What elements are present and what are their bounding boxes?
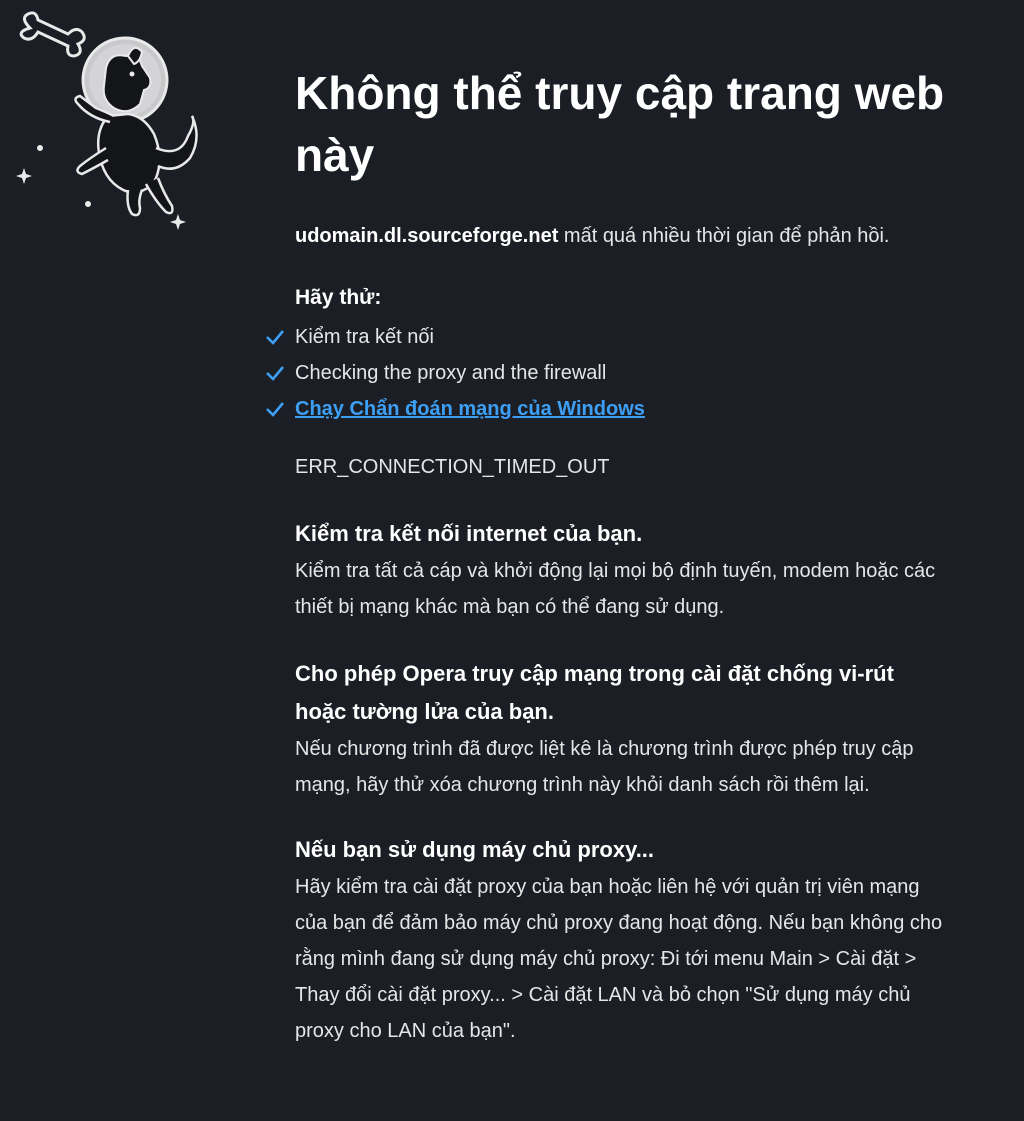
suggestion-check-proxy-firewall	[295, 355, 950, 391]
suggestion-windows-diagnostics	[295, 391, 950, 427]
windows-diagnostics-link[interactable]: Chạy Chẩn đoán mạng của Windows	[295, 398, 645, 420]
section-body: Hãy kiểm tra cài đặt proxy của bạn hoặc liên hệ với quản trị viên mạng của bạn để đảm bảo máy chủ proxy đang hoạt động. Nếu bạn không cho rằng mình đang sử dụng máy chủ proxy: Đi tới menu Main > Cài đặt > Thay đổi cài đặt proxy... > Cài đặt LAN và bỏ chọn "Sử dụng máy chủ proxy cho LAN của bạn".	[295, 876, 943, 1042]
suggestion-label: Kiểm tra kết nối	[295, 326, 434, 348]
error-code: ERR_CONNECTION_TIMED_OUT	[295, 456, 610, 478]
summary-message: mất quá nhiều thời gian để phản hồi.	[558, 225, 890, 247]
checkmark-icon	[265, 400, 285, 418]
checkmark-icon	[265, 364, 285, 382]
section-body: Kiểm tra tất cả cáp và khởi động lại mọi bộ định tuyến, modem hoặc các thiết bị mạng khác mà bạn có thể đang sử dụng.	[295, 560, 936, 618]
main-content	[295, 62, 950, 1049]
suggestion-list	[295, 319, 950, 427]
space-dog-icon	[10, 8, 210, 233]
host-name: udomain.dl.sourceforge.net	[295, 225, 559, 247]
section-body: Nếu chương trình đã được liệt kê là chương trình được phép truy cập mạng, hãy thử xóa chương trình này khỏi danh sách rồi thêm lại.	[295, 738, 914, 796]
section-heading: Nếu bạn sử dụng máy chủ proxy...	[295, 837, 655, 862]
section-heading: Kiểm tra kết nối internet của bạn.	[295, 521, 643, 546]
page-title: Không thể truy cập trang web này	[295, 67, 945, 181]
section-check-internet	[295, 515, 950, 625]
section-proxy-server	[295, 831, 950, 1049]
try-heading: Hãy thử:	[295, 286, 382, 309]
error-summary	[295, 219, 950, 253]
suggestion-check-connection	[295, 319, 950, 355]
checkmark-icon	[265, 328, 285, 346]
section-allow-opera	[295, 655, 950, 803]
suggestion-label: Checking the proxy and the firewall	[295, 362, 607, 384]
bone-icon	[21, 13, 84, 56]
section-heading: Cho phép Opera truy cập mạng trong cài đặt chống vi-rút hoặc tường lửa của bạn.	[295, 661, 894, 724]
